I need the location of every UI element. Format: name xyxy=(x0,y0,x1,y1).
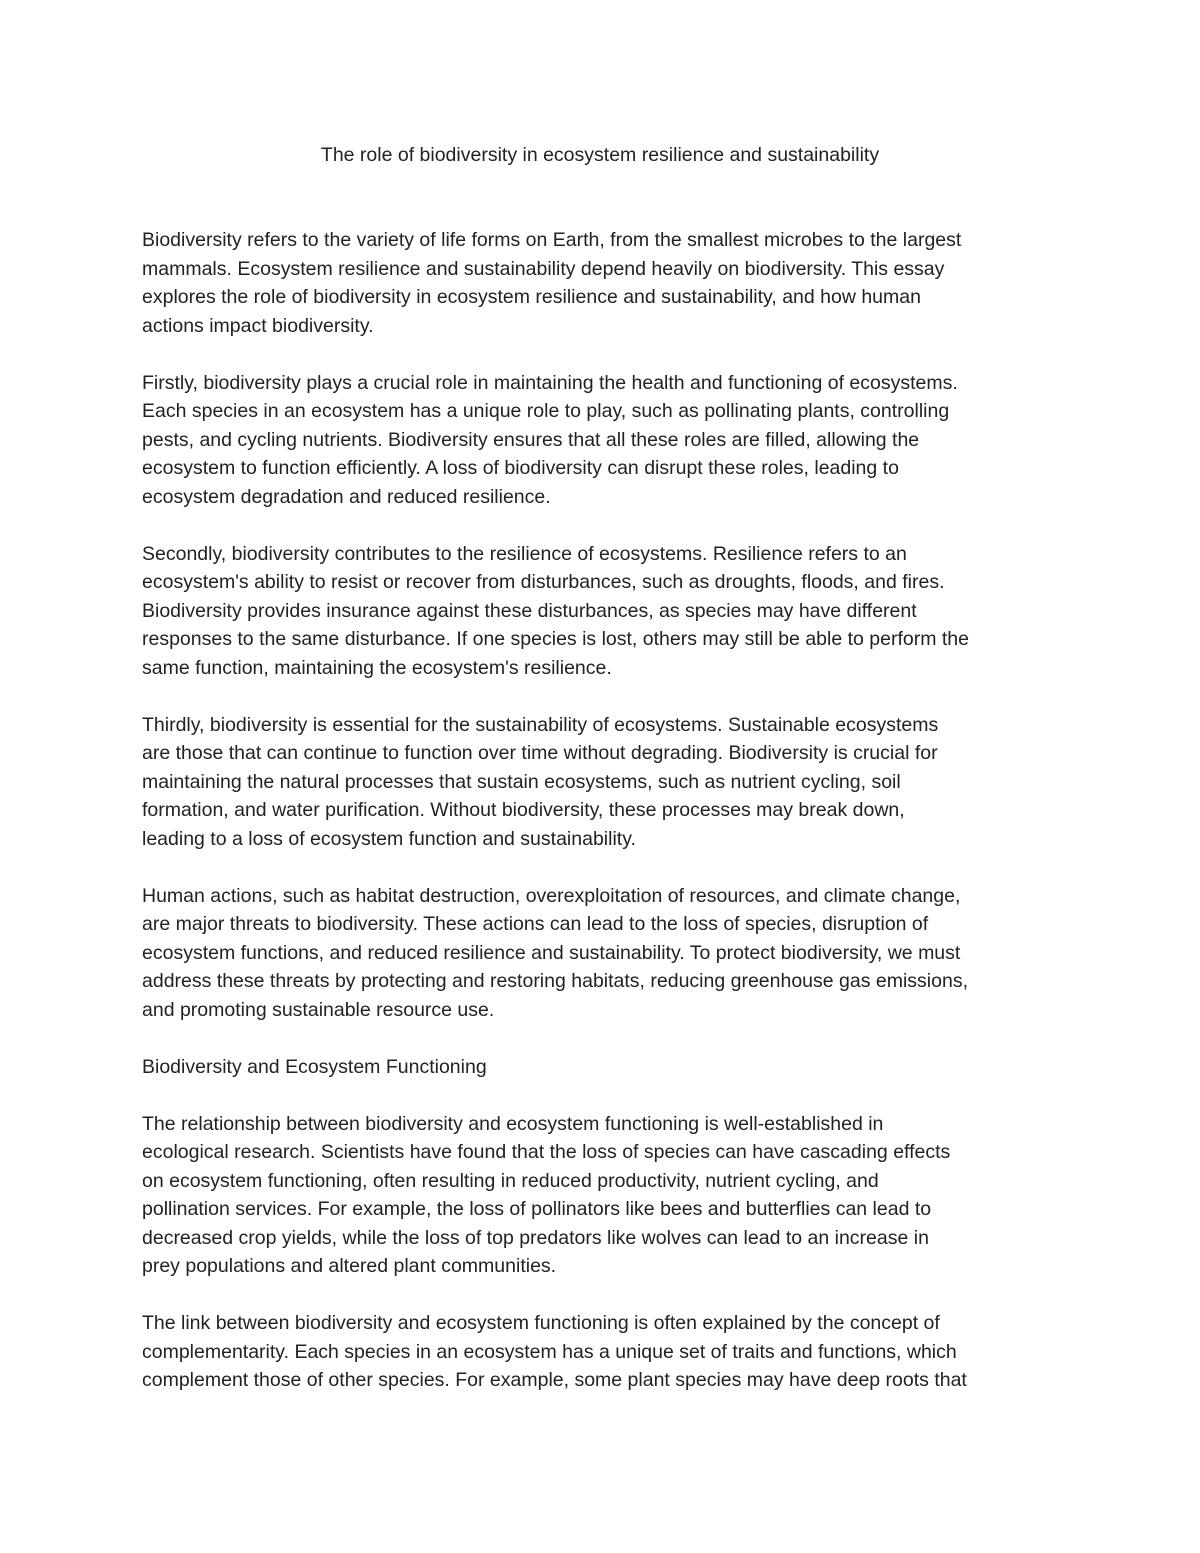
text-line: formation, and water purification. Without biodiversity, these processes may break down, xyxy=(142,799,905,821)
text-line: ecological research. Scientists have found that the loss of species can have cascading effects xyxy=(142,1141,951,1163)
text-line: on ecosystem functioning, often resulting in reduced productivity, nutrient cycling, and xyxy=(142,1169,879,1192)
paragraph-intro xyxy=(142,226,1102,340)
text-line: explores the role of biodiversity in ecosystem resilience and sustainability, and how human xyxy=(142,286,921,308)
text-line: prey populations and altered plant communities. xyxy=(142,1255,557,1277)
paragraph-relationship xyxy=(142,1110,1102,1281)
text-line: complement those of other species. For example, some plant species may have deep roots that xyxy=(142,1369,967,1391)
text-line: leading to a loss of ecosystem function and sustainability. xyxy=(142,827,636,850)
text-line: ecosystem functions, and reduced resilience and sustainability. To protect biodiversity, we must xyxy=(142,941,961,964)
text-line: The link between biodiversity and ecosystem functioning is often explained by the concept of xyxy=(142,1312,940,1334)
paragraph-firstly xyxy=(142,369,1102,512)
text-line: responses to the same disturbance. If one species is lost, others may still be able to perform the xyxy=(142,628,969,650)
text-line: Firstly, biodiversity plays a crucial role in maintaining the health and functioning of ecosystems. xyxy=(142,371,958,394)
paragraph-thirdly xyxy=(142,711,1102,854)
text-line: complementarity. Each species in an ecosystem has a unique set of traits and functions, which xyxy=(142,1340,957,1363)
text-line: Each species in an ecosystem has a unique role to play, such as pollinating plants, controlling xyxy=(142,400,950,422)
text-line: ecosystem degradation and reduced resilience. xyxy=(142,485,551,508)
text-line: address these threats by protecting and restoring habitats, reducing greenhouse gas emissions, xyxy=(142,970,968,992)
text-line: and promoting sustainable resource use. xyxy=(142,998,495,1021)
text-line: ecosystem's ability to resist or recover from disturbances, such as droughts, floods, and fires. xyxy=(142,571,945,593)
text-line: are those that can continue to function over time without degrading. Biodiversity is crucial for xyxy=(142,742,938,764)
section-heading-text: Biodiversity and Ecosystem Functioning xyxy=(142,1055,487,1078)
section-heading xyxy=(142,1053,1102,1082)
text-line: Secondly, biodiversity contributes to the resilience of ecosystems. Resilience refers to an xyxy=(142,542,907,565)
paragraph-secondly xyxy=(142,540,1102,683)
paragraph-human-actions xyxy=(142,882,1102,1025)
text-line: Biodiversity provides insurance against these disturbances, as species may have different xyxy=(142,599,917,622)
text-line: pests, and cycling nutrients. Biodiversity ensures that all these roles are filled, allowing the xyxy=(142,428,920,451)
text-line: pollination services. For example, the loss of pollinators like bees and butterflies can lead to xyxy=(142,1198,932,1220)
text-line: Human actions, such as habitat destruction, overexploitation of resources, and climate change, xyxy=(142,884,961,907)
text-line: The relationship between biodiversity and ecosystem functioning is well-established in xyxy=(142,1112,884,1135)
text-line: actions impact biodiversity. xyxy=(142,314,374,337)
document-body xyxy=(142,226,1102,1423)
text-line: are major threats to biodiversity. These actions can lead to the loss of species, disruption of xyxy=(142,913,929,935)
text-line: mammals. Ecosystem resilience and sustainability depend heavily on biodiversity. This essay xyxy=(142,257,945,280)
text-line: Thirdly, biodiversity is essential for the sustainability of ecosystems. Sustainable ecosystems xyxy=(142,713,939,736)
text-line: decreased crop yields, while the loss of top predators like wolves can lead to an increase in xyxy=(142,1226,929,1249)
document-title: The role of biodiversity in ecosystem resilience and sustainability xyxy=(320,144,880,166)
text-line: same function, maintaining the ecosystem's resilience. xyxy=(142,656,612,679)
text-line: maintaining the natural processes that sustain ecosystems, such as nutrient cycling, soil xyxy=(142,770,901,793)
paragraph-complementarity xyxy=(142,1309,1102,1395)
text-line: Biodiversity refers to the variety of life forms on Earth, from the smallest microbes to the largest xyxy=(142,229,962,251)
text-line: ecosystem to function efficiently. A loss of biodiversity can disrupt these roles, leading to xyxy=(142,457,899,479)
